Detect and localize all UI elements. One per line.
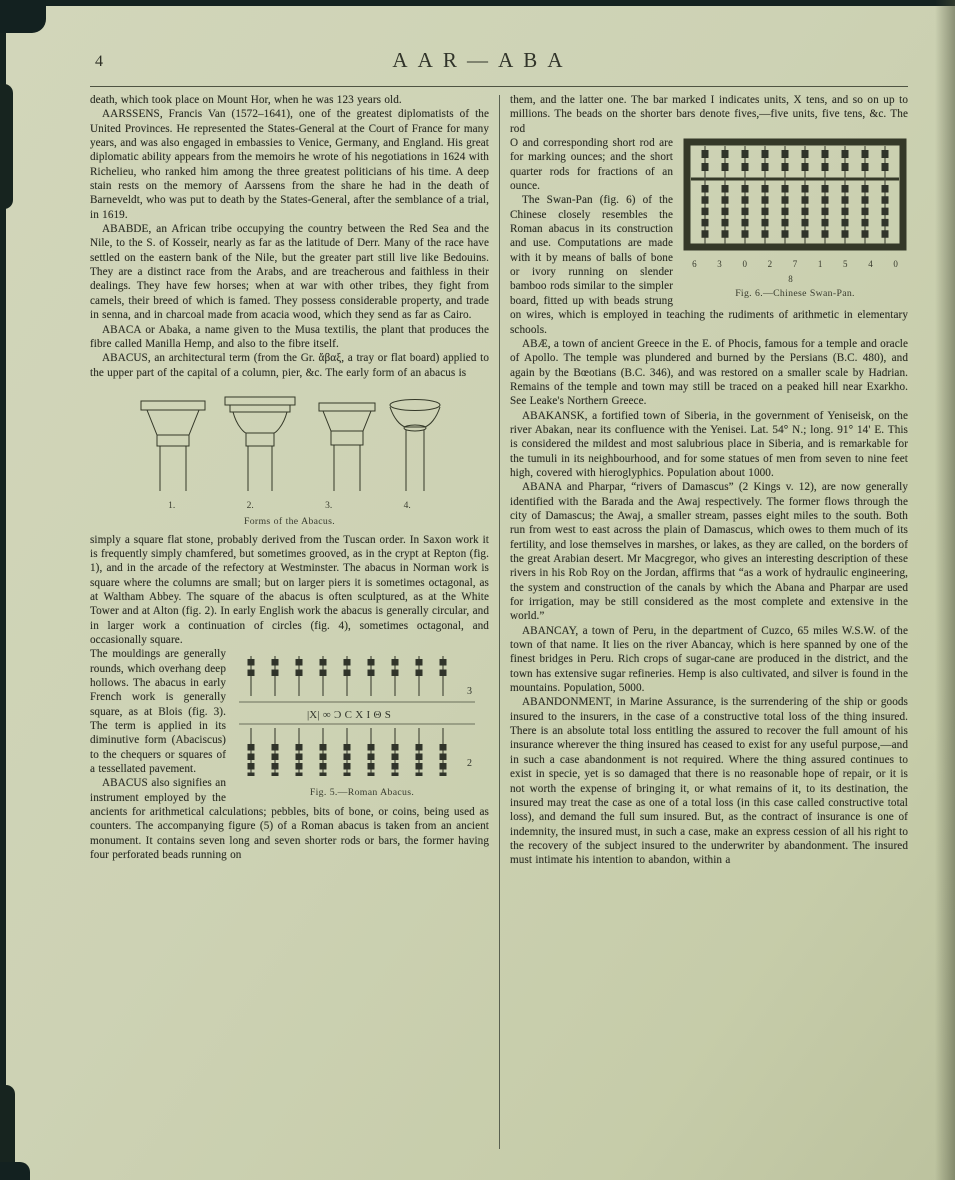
figure-roman-abacus — [235, 650, 489, 798]
figure-label-2: 2. — [246, 501, 254, 512]
page-header-title: AAR—ABA — [392, 48, 573, 72]
figure-label-4: 4. — [403, 501, 411, 512]
figure-forms-of-the-abacus — [133, 387, 447, 528]
page-body — [90, 93, 908, 1161]
entry-abae: ABÆ, a town of ancient Greece in the E. of Phocis, famous for a temple and oracle of Apollo. The temple was plundered and burned by the Persians (B.C. 480), and again by the Bœotians (B.C. 346), and was restored on a smaller scale by Hadrian. Remains of the temple and town may still be traced on a peaked hill near Exarkho. See Leake's Northern Greece. — [510, 337, 908, 408]
swan-pan-caption: Fig. 6.—Chinese Swan-Pan. — [735, 288, 855, 300]
roman-abacus-illustration — [235, 650, 479, 780]
figure-chinese-swan-pan — [682, 138, 908, 300]
figure-label-3: 3. — [325, 501, 333, 512]
swan-pan-digit-row: 6 3 0 2 7 1 5 4 0 8 — [692, 259, 907, 284]
left-column — [90, 93, 499, 1161]
entry-abaca: ABACA or Abaka, a name given to the Musa textilis, the plant that produces the fibre called Manilla Hemp, and also to the fibre itself. — [90, 323, 489, 350]
roman-abacus-side-label-bottom: 2 — [467, 758, 473, 770]
roman-abacus-caption: Fig. 5.—Roman Abacus. — [309, 786, 415, 798]
scan-edge-top — [0, 0, 955, 6]
right-column — [500, 93, 908, 1161]
entry-abancay: ABANCAY, a town of Peru, in the department of Cuzco, 65 miles W.S.W. of the town of that name. It lies on the river Abancay, which is here spanned by one of the finest bridges in Peru. Rich crops of sugar-cane are produced in the district, and the town has extensive sugar refineries. Hemp is also cultivated, and silver is found in the mountains. Population, 5000. — [510, 624, 908, 695]
entry-abacus-mouldings: The mouldings are generally rounds, which overhang deep hollows. The abacus in early French work is generally square, as at Blois (fig. 3). The term is applied in its diminutive form (Abaciscus) to the chequers or squares of a tessellated pavement. — [90, 648, 226, 776]
scan-corner-blob-bottom — [0, 1162, 30, 1180]
figure-number-labels — [133, 499, 447, 513]
entry-abacus-architecture: ABACUS, an architectural term (from the Gr. ἄβαξ, a tray or flat board) applied to the upper part of the capital of a column, pier, &c. The early form of an abacus is — [90, 352, 489, 379]
entry-abandonment: ABANDONMENT, in Marine Assurance, is the surrendering of the ship or goods insured to the insurers, in the case of a constructive total loss of the thing insured. There is an absolute total loss entitling the assured to recover the full amount of his insurance wherever the thing insured has ceased to exist for any useful purpose,—and in such a case abandonment is not required. Where the thing assured continues to exist in specie, yet is so damaged that there is no reasonable hope of repair, or it is not worth the expense of bringing it, or what remains of it, to its destination, the insured may treat the case as one of a total loss (in this case called constructive total loss), and demand the full sum insured. But, as the contract of insurance is one of indemnity, the insured must, in such a case, make an express cession of all his right to the recovery of the subject insured to the underwriter by abandonment. The insured must intimate his intention to abandon, within a — [510, 696, 908, 867]
entry-ababde: ABABDE, an African tribe occupying the country between the Red Sea and the Nile, to the S. of Kosseir, nearly as far as the latitude of Derr. Many of the race have settled on the eastern bank of the Nile, but the greater part still live like Bedouins. They are a distinct race from the Arabs, and are treacherous and faithless in their dealings. They have few horses; when at war with other tribes, they fight from camels, their breed of which is famed. They possess considerable property, and trade in senna, and in charcoal made from acacia wood, which they send as far as Cairo. — [90, 223, 489, 322]
entry-aarssens: AARSSENS, Francis Van (1572–1641), one of the greatest diplomatists of the United Provinces. He represented the States-General at the Court of France for many years, and was also engaged in embassies to Venice, Germany, and England. His great diplomatic ability appears from the memoirs he wrote of his negotiations in 1624 with Richelieu, who ranked him among the three greatest politicians of his time. A deep stain rests on the memory of Aarssens from the share he had in the death of Barneveldt, who was put to death by the States-General, after the semblance of a trial, in 1619. — [90, 108, 489, 221]
forms-of-abacus-caption: Forms of the Abacus. — [243, 515, 335, 527]
page-number: 4 — [95, 53, 103, 70]
paragraph-rod-o: O and corresponding short rod are for marking ounces; and the short quarter rods for fractions of an ounce. — [510, 137, 673, 193]
entry-abacus-instrument-continuation: them, and the latter one. The bar marked I indicates units, X tens, and so on up to millions. The beads on the shorter bars denote fives,—five units, five tens, &c. The rod — [510, 94, 908, 135]
entry-abacus-architecture-continued: simply a square flat stone, probably derived from the Tuscan order. In Saxon work it is frequently simply chamfered, but sometimes grooved, as in the crypt at Repton (fig. 1), and in the arcade of the refectory at Westminster. The abacus in Norman work is square where the columns are small; but on larger piers it is sometimes octagonal, as at Waltham Abbey. The square of the abacus is often sculptured, as at the White Tower and at Alton (fig. 2). In early English work the abacus is generally circular, and in larger work a continuation of circles (fig. 4), sometimes octagonal, and occasionally square. — [90, 533, 489, 646]
swan-pan-illustration — [682, 138, 908, 252]
entry-abana-pharpar: ABANA and Pharpar, “rivers of Damascus” (2 Kings v. 12), are now generally identified with the Barada and the Awaj respectively. The former flows through the city of Damascus; the Awaj, a smaller stream, passes eight miles to the south. Both run from west to east across the plain of Damascus, which owes to them much of its fertility, and lose themselves in marshes, or lakes, as they are called, on the borders of the great Arabian desert. Mr Macgregor, who gives an interesting description of these rivers in his Rob Roy on the Jordan, affirms that “as a work of hydraulic engineering, the system and construction of the canals by which the Abana and Pharpar are used for irrigation, may be still considered as the most complete and extensive in the world.” — [510, 481, 908, 623]
entry-abacus-instrument: ABACUS also signifies an instrument employed by the ancients for arithmetical calculations; pebbles, bits of bone, or coins, being used as counters. The accompanying figure (5) of a Roman abacus is taken from an ancient monument. It contains seven long and seven shorter rods or bars, the former having four perforated beads running on — [90, 777, 489, 862]
roman-abacus-side-label-top: 3 — [467, 686, 473, 698]
abacus-capitals-illustration — [133, 387, 447, 499]
scan-edge-blob — [0, 84, 13, 209]
entry-aaron-continuation: death, which took place on Mount Hor, when he was 123 years old. — [90, 94, 402, 106]
paragraph-swan-pan: The Swan-Pan (fig. 6) of the Chinese closely resembles the Roman abacus in its construction and use. Computations are made with it by means of balls of bone or ivory running on slender bamboo rods similar to the simpler board, fitted up with beads strung on wires, which is employed in teaching the rudiments of arithmetic in elementary schools. — [510, 194, 908, 336]
figure-label-1: 1. — [168, 501, 176, 512]
scan-edge-right — [935, 0, 955, 1180]
header-rule — [90, 86, 908, 87]
scan-corner-blob — [0, 0, 46, 33]
entry-abakansk: ABAKANSK, a fortified town of Siberia, in the government of Yeniseisk, on the river Abakan, near its confluence with the Yenisei. Lat. 54° N.; long. 91° 14' E. This is considered the mildest and most salubrious place in Siberia, and is remarkable for the tumuli in its neighbourhood, and for some statues of men from seven to nine feet high, covered with hieroglyphics. Population about 1000. — [510, 409, 908, 479]
roman-abacus-marks: |X| ∞ Ɔ C X I Θ S — [307, 709, 391, 722]
